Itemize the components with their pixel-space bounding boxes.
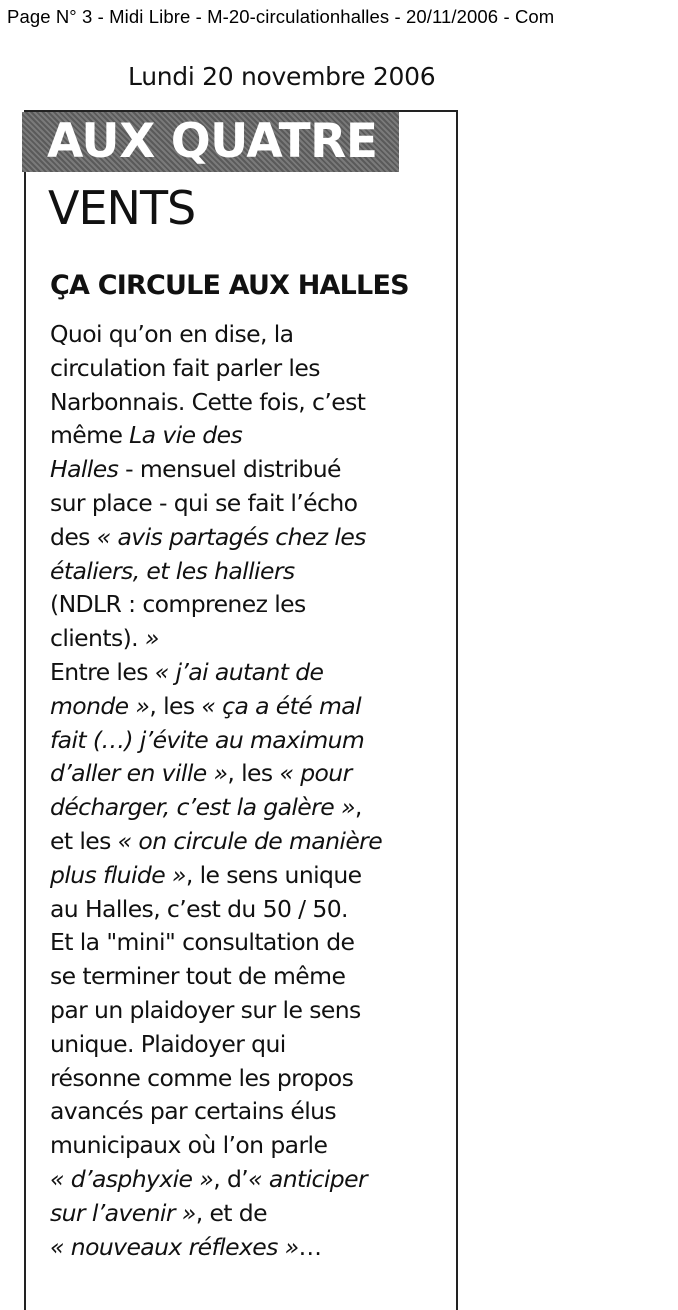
article-body-line	[50, 1028, 460, 1062]
body-text: unique. Plaidoyer qui	[50, 1029, 286, 1058]
italic-quote-text: fait (…) j’évite au maximum	[50, 725, 365, 754]
italic-quote-text: Halles	[50, 455, 119, 484]
italic-quote-text: « pour	[279, 759, 352, 788]
body-text: , et de	[195, 1198, 267, 1227]
body-text: Entre les	[50, 657, 155, 686]
publication-date: Lundi 20 novembre 2006	[128, 62, 436, 91]
article-body-line	[50, 622, 460, 656]
article-body-line	[50, 893, 460, 927]
article-body-line	[50, 555, 460, 589]
article-body-line	[50, 859, 460, 893]
article-body-line	[50, 994, 460, 1028]
article-body	[50, 318, 460, 1264]
article-body-line	[50, 791, 460, 825]
article-body-line	[50, 453, 460, 487]
body-text: même	[50, 421, 130, 450]
body-text: des	[50, 522, 97, 551]
body-text: …	[298, 1232, 322, 1261]
article-body-line	[50, 757, 460, 791]
italic-quote-text: étaliers, et les halliers	[50, 556, 295, 585]
article-body-line	[50, 724, 460, 758]
italic-quote-text: monde »	[50, 691, 150, 720]
body-text: sur place - qui se fait l’écho	[50, 488, 358, 517]
body-text: clients).	[50, 624, 145, 653]
article-body-line	[50, 588, 460, 622]
body-text: résonne comme les propos	[50, 1063, 354, 1092]
article-body-line	[50, 386, 460, 420]
article-body-line	[50, 656, 460, 690]
italic-quote-text: « d’asphyxie »	[50, 1164, 214, 1193]
article-body-line	[50, 521, 460, 555]
italic-quote-text: plus fluide »	[50, 860, 186, 889]
italic-quote-text: « nouveaux réflexes »	[50, 1232, 299, 1261]
article-body-line	[50, 825, 460, 859]
italic-quote-text: « anticiper	[248, 1164, 368, 1193]
page-header-line: Page N° 3 - Midi Libre - M-20-circulationhalles - 20/11/2006 - Com	[7, 6, 555, 27]
article-body-line	[50, 487, 460, 521]
body-text: et les	[50, 826, 118, 855]
body-text: (NDLR : comprenez les	[50, 590, 306, 619]
article-body-line	[50, 318, 460, 352]
body-text: Et la "mini" consultation de	[50, 928, 355, 957]
rubric-title-line1: AUX QUATRE	[47, 114, 378, 169]
body-text: , d’	[213, 1164, 249, 1193]
article-body-line	[50, 1129, 460, 1163]
article-body-line	[50, 1062, 460, 1096]
body-text: Quoi qu’on en dise, la	[50, 320, 294, 348]
body-text: municipaux où l’on parle	[50, 1131, 328, 1160]
italic-quote-text: »	[144, 624, 159, 653]
italic-quote-text: « on circule de manière	[117, 826, 383, 855]
body-text: Narbonnais. Cette fois, c’est	[50, 387, 366, 416]
body-text: se terminer tout de même	[50, 962, 346, 991]
italic-quote-text: « ça a été mal	[201, 691, 362, 720]
body-text: par un plaidoyer sur le sens	[50, 995, 361, 1024]
rubric-title-line2: VENTS	[48, 181, 196, 235]
body-text: , les	[149, 691, 202, 720]
article-body-line	[50, 690, 460, 724]
article-body-line	[50, 1095, 460, 1129]
italic-quote-text: La vie des	[129, 421, 243, 450]
article-body-line	[50, 1231, 460, 1265]
italic-quote-text: décharger, c’est la galère »	[50, 793, 355, 822]
article-body-line	[50, 926, 460, 960]
body-text: , le sens unique	[185, 860, 362, 889]
body-text: , les	[227, 759, 280, 788]
italic-quote-text: sur l’avenir »	[50, 1198, 196, 1227]
italic-quote-text: d’aller en ville »	[50, 759, 228, 788]
article-headline: ÇA CIRCULE AUX HALLES	[50, 270, 409, 301]
article-body-line	[50, 419, 460, 453]
body-text: au Halles, c’est du 50 / 50.	[50, 894, 348, 923]
article-body-line	[50, 352, 460, 386]
article-body-line	[50, 1163, 460, 1197]
italic-quote-text: « avis partagés chez les	[96, 522, 366, 551]
italic-quote-text: « j’ai autant de	[154, 657, 324, 686]
body-text: avancés par certains élus	[50, 1097, 337, 1126]
body-text: ,	[354, 793, 362, 822]
article-body-line	[50, 960, 460, 994]
body-text: - mensuel distribué	[118, 455, 341, 484]
body-text: circulation fait parler les	[50, 353, 320, 382]
article-body-line	[50, 1197, 460, 1231]
